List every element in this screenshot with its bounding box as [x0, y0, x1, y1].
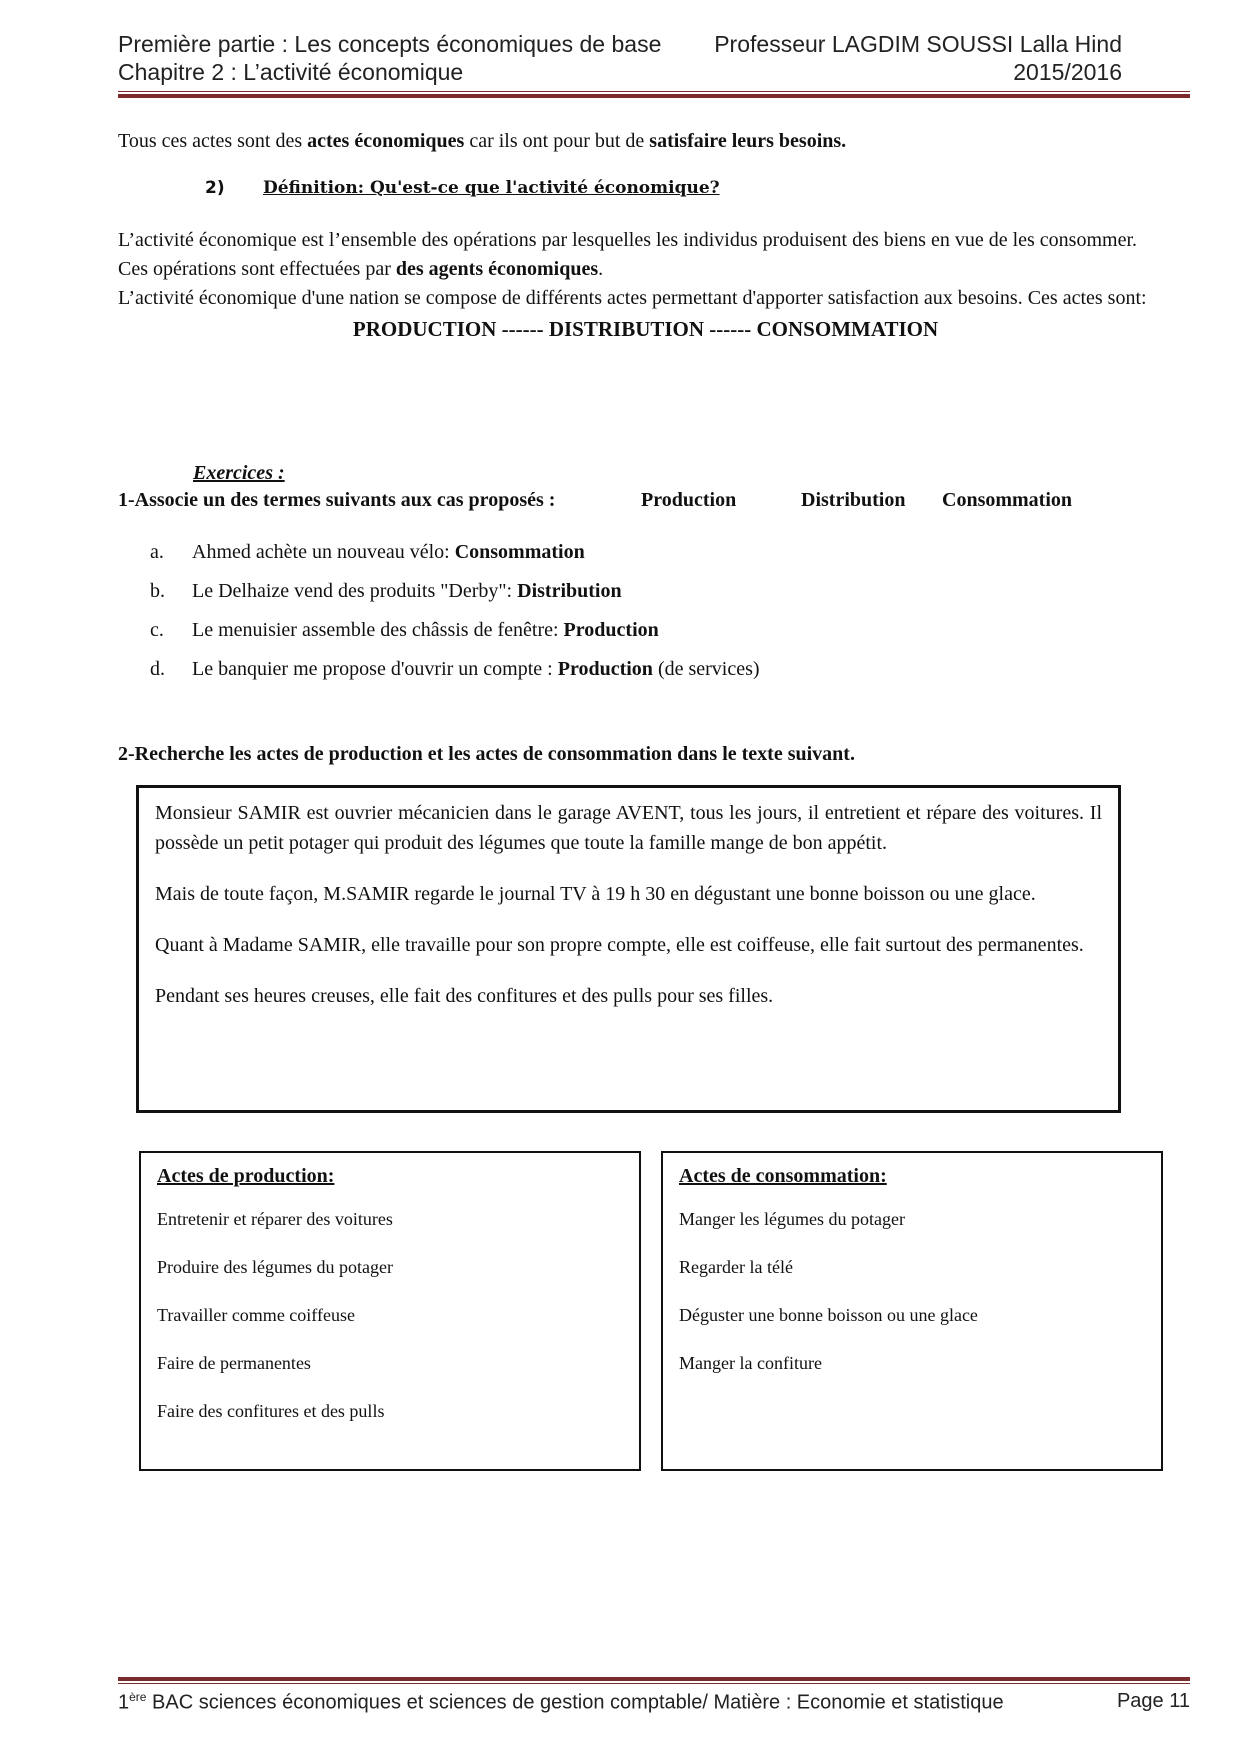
header-chapter-title: Chapitre 2 : L’activité économique — [118, 59, 464, 85]
header-rule-thin — [118, 91, 1190, 92]
term-production: Production — [641, 489, 737, 511]
production-acts-box — [139, 1151, 641, 1471]
term-consumption: Consommation — [942, 489, 1073, 511]
definition-para-2 — [118, 255, 1173, 284]
definition-para-2-bold: des agents économiques — [395, 258, 599, 280]
definition-number: 2) — [205, 178, 225, 198]
story-paragraph: Pendant ses heures creuses, elle fait des confitures et des pulls pour ses filles. — [155, 985, 774, 1007]
list-item-text: Le menuisier assemble des châssis de fenêtre: — [192, 619, 564, 641]
list-item: Travailler comme coiffeuse — [157, 1305, 355, 1325]
header-year: 2015/2016 — [1013, 59, 1122, 85]
page-footer — [118, 1690, 1190, 1715]
list-item-text: Ahmed achète un nouveau vélo: — [192, 541, 455, 563]
question-1-prompt — [118, 489, 1073, 512]
list-item-answer: Consommation — [454, 541, 585, 563]
story-paragraph: Monsieur SAMIR est ouvrier mécanicien dans le garage AVENT, tous les jours, il entretient et répare des voitures. Il possède un petit potager qui produit des légumes que toute la famille mange de bon appétit. — [155, 802, 1102, 854]
list-item-letter: a. — [150, 541, 164, 563]
list-item — [150, 533, 760, 572]
question-1-list — [150, 533, 760, 689]
footer-rule-thin — [118, 1683, 1190, 1684]
intro-bold-needs: satisfaire leurs besoins. — [649, 130, 847, 152]
list-item: Manger la confiture — [679, 1353, 822, 1373]
intro-paragraph — [118, 127, 1173, 156]
list-item-letter: c. — [150, 619, 164, 641]
question-1-text: 1-Associe un des termes suivants aux cas proposés : — [118, 489, 556, 511]
definition-para-2-text: Ces opérations sont effectuées par — [118, 258, 396, 280]
list-item-text: Le Delhaize vend des produits "Derby": — [192, 580, 518, 602]
footer-grade-number: 1 — [118, 1691, 130, 1714]
footer-course-text: BAC sciences économiques et sciences de gestion comptable/ Matière : Economie et statistique — [146, 1691, 1004, 1714]
list-item-answer: Production — [563, 619, 659, 641]
list-item — [150, 572, 760, 611]
list-item-answer: Production — [557, 658, 653, 680]
header-rule-thick — [118, 94, 1190, 98]
list-item: Manger les légumes du potager — [679, 1209, 905, 1229]
list-item-letter: b. — [150, 580, 165, 602]
term-distribution: Distribution — [801, 489, 906, 511]
definition-para-3: L’activité économique d'une nation se compose de différents actes permettant d'apporter satisfaction aux besoins. Ces actes sont: — [118, 287, 1147, 309]
definition-body — [118, 226, 1173, 344]
exercises-title: Exercices : — [193, 462, 285, 484]
list-item: Produire des légumes du potager — [157, 1257, 393, 1277]
header-part-title: Première partie : Les concepts économiques de base — [118, 31, 662, 57]
question-2-prompt: 2-Recherche les actes de production et les actes de consommation dans le texte suivant. — [118, 743, 855, 765]
consumption-acts-title: Actes de consommation: — [679, 1165, 887, 1187]
story-paragraph: Mais de toute façon, M.SAMIR regarde le journal TV à 19 h 30 en dégustant une bonne boisson ou une glace. — [155, 883, 1036, 905]
consumption-acts-box — [661, 1151, 1163, 1471]
definition-title: Définition: Qu'est-ce que l'activité économique? — [263, 178, 720, 198]
list-item: Entretenir et réparer des voitures — [157, 1209, 393, 1229]
footer-course — [118, 1690, 1004, 1715]
list-item — [150, 611, 760, 650]
intro-bold-economic-acts: actes économiques — [307, 130, 465, 152]
list-item-extra: (de services) — [652, 658, 760, 680]
intro-text-middle: car ils ont pour but de — [464, 130, 650, 152]
story-text-box — [136, 785, 1121, 1113]
activity-chain: PRODUCTION ------ DISTRIBUTION ------ CONSOMMATION — [352, 317, 939, 341]
list-item: Faire de permanentes — [157, 1353, 311, 1373]
story-paragraph: Quant à Madame SAMIR, elle travaille pour son propre compte, elle est coiffeuse, elle fait surtout des permanentes. — [155, 934, 1084, 956]
footer-page-number: Page 11 — [1116, 1690, 1190, 1712]
list-item — [150, 650, 760, 689]
production-acts-title: Actes de production: — [157, 1165, 335, 1187]
intro-text: Tous ces actes sont des — [118, 130, 308, 152]
definition-heading — [205, 178, 720, 198]
header-professor: Professeur LAGDIM SOUSSI Lalla Hind — [714, 31, 1122, 57]
footer-rule-thick — [118, 1677, 1190, 1681]
list-item-letter: d. — [150, 658, 165, 680]
page-header — [118, 30, 1122, 86]
definition-para-1: L’activité économique est l’ensemble des opérations par lesquelles les individus produisent des biens en vue de les consommer. — [118, 229, 1138, 251]
list-item: Déguster une bonne boisson ou une glace — [679, 1305, 978, 1325]
list-item-answer: Distribution — [517, 580, 622, 602]
footer-grade-suffix: ère — [129, 1690, 147, 1704]
list-item: Faire des confitures et des pulls — [157, 1401, 385, 1421]
list-item-text: Le banquier me propose d'ouvrir un compte : — [192, 658, 558, 680]
definition-para-2-end: . — [598, 258, 604, 280]
list-item: Regarder la télé — [679, 1257, 793, 1277]
